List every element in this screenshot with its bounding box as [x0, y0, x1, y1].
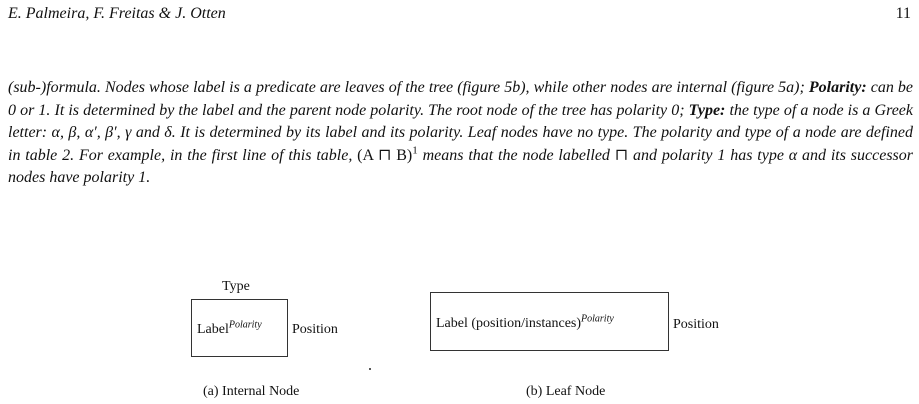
leaf-node-caption: (b) Leaf Node — [526, 384, 606, 399]
internal-node-position-label: Position — [292, 322, 338, 337]
internal-node-polarity-sup: Polarity — [228, 319, 262, 331]
leaf-node-position-label: Position — [673, 317, 719, 332]
type-term: Type: — [688, 101, 726, 119]
internal-node-label-text: Label — [197, 322, 229, 337]
page-header — [8, 2, 911, 26]
leaf-node-label — [436, 315, 614, 333]
paragraph-text-4: means that the node labelled ⊓ and polarity 1 has type α and its successor nodes have polarity 1. — [8, 146, 914, 187]
internal-node-type-label: Type — [222, 279, 250, 294]
paragraph-text-2: can be 0 or 1. It is determined by the label and the parent node polarity. The root node of the tree has polarity 0; — [8, 79, 913, 119]
math-expression — [357, 144, 418, 164]
body-paragraph — [8, 77, 913, 190]
page-number: 11 — [895, 5, 911, 22]
polarity-term: Polarity: — [808, 79, 867, 96]
paragraph-text-1: (sub-)formula. Nodes whose label is a predicate are leaves of the tree (figure 5b), while other nodes are internal (figure 5a); — [8, 79, 809, 96]
stray-dot — [369, 368, 371, 370]
running-head-authors: E. Palmeira, F. Freitas & J. Otten — [8, 5, 226, 22]
math-expression-base: (A ⊓ B) — [357, 146, 413, 164]
leaf-node-polarity-sup: Polarity — [581, 313, 614, 325]
internal-node-caption: (a) Internal Node — [203, 384, 300, 399]
paragraph-text-3: the type of a node is a Greek letter: α, β, α′, β′, γ and δ. It is determined by its label and its polarity. Leaf nodes have no type. The polarity and type of a node are defined in table 2. For example, in the first line of this table, — [8, 101, 914, 164]
leaf-node-box — [430, 292, 669, 351]
leaf-node-label-text: Label (position/instances) — [436, 316, 582, 331]
internal-node-label — [197, 321, 262, 339]
math-expression-superscript: 1 — [412, 144, 418, 157]
internal-node-box — [191, 299, 288, 357]
